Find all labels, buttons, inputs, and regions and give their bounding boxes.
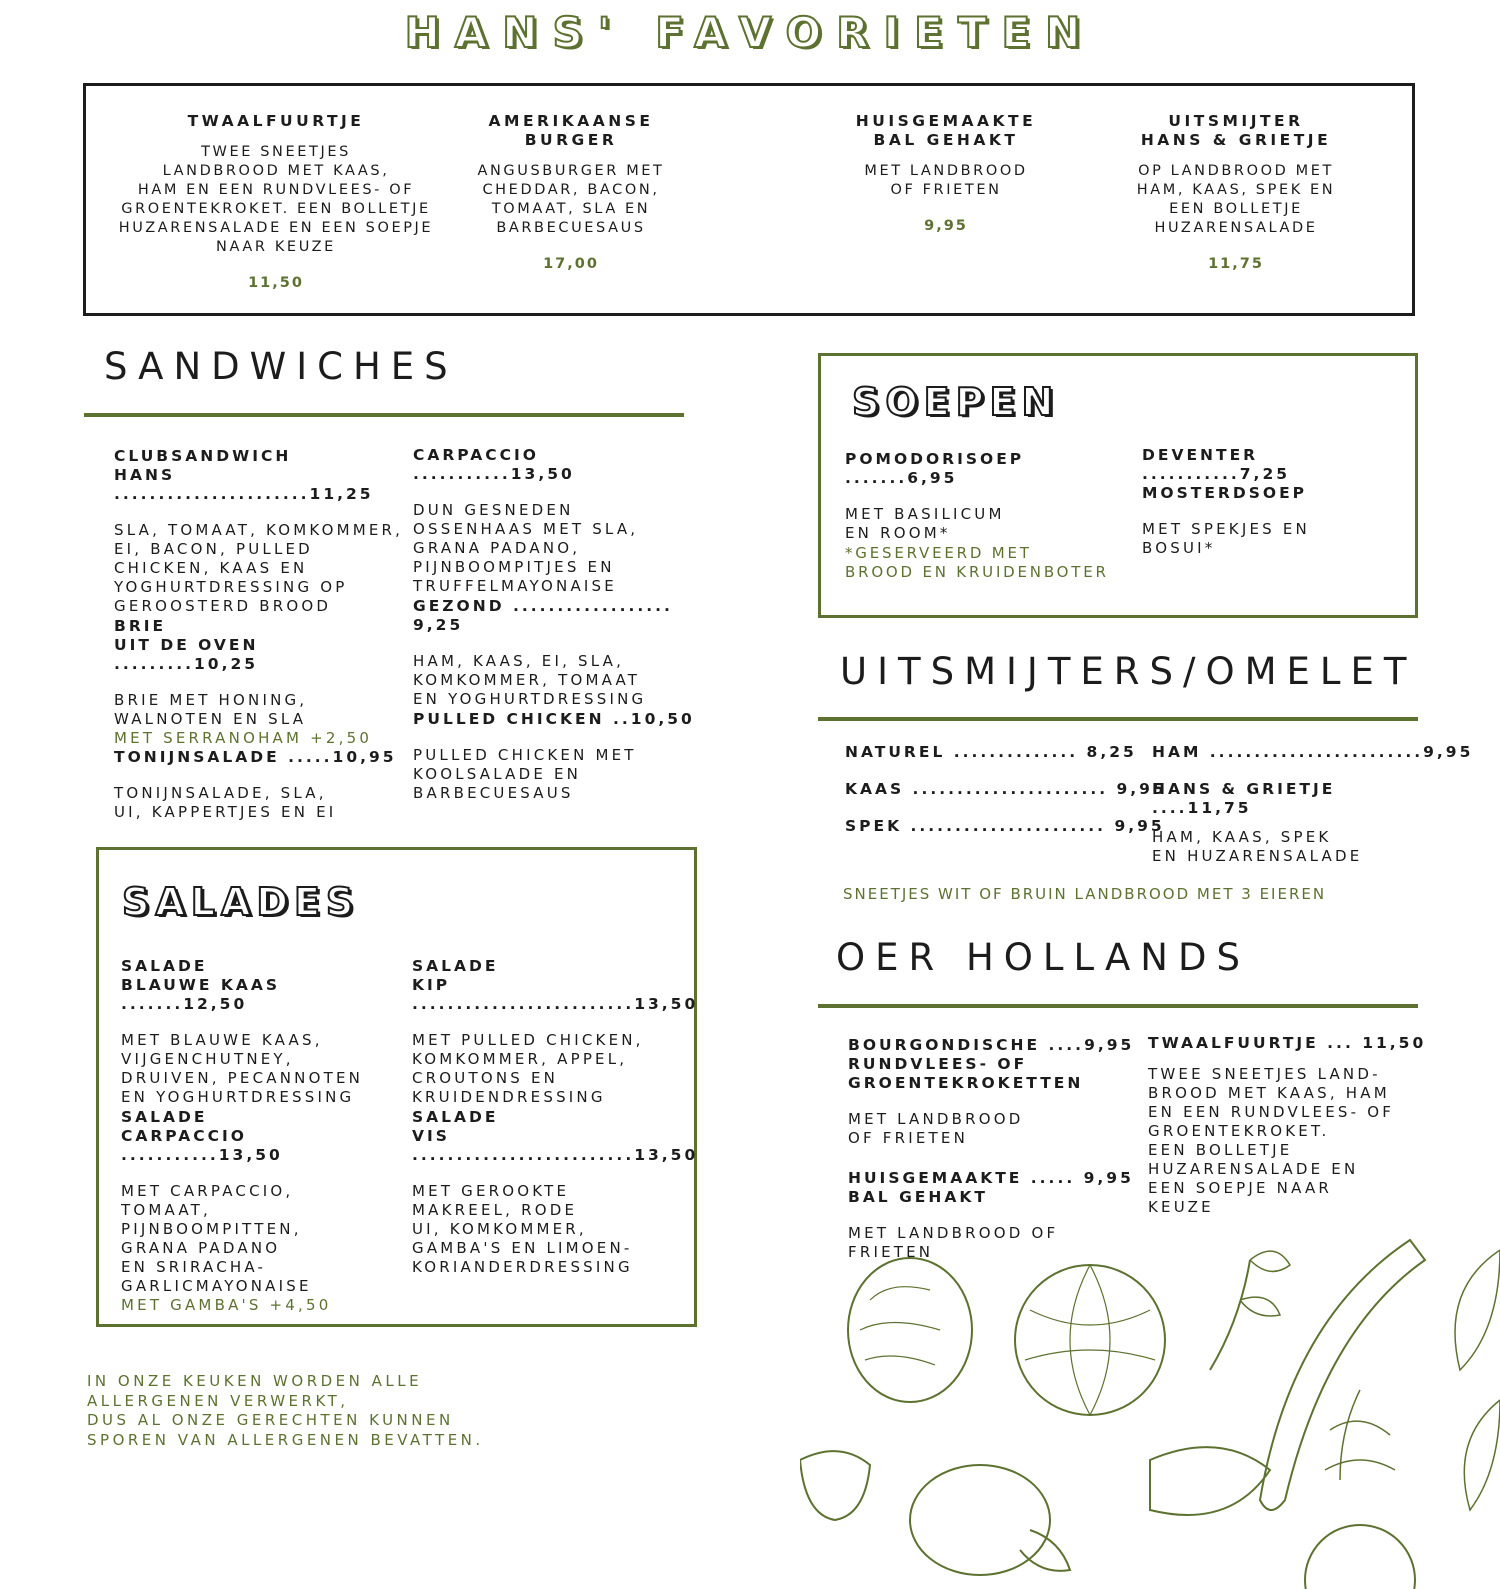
onion-shape bbox=[1015, 1265, 1165, 1415]
item-desc: TONIJNSALADE, SLA, UI, KAPPERTJES EN EI bbox=[114, 784, 337, 821]
sandwiches-title: SANDWICHES bbox=[104, 345, 458, 388]
salad-item bbox=[412, 1108, 699, 1277]
dutch-item bbox=[848, 1036, 1138, 1148]
egg-item-ham: HAM ........................9,95 bbox=[1152, 743, 1474, 761]
item-desc: HAM, KAAS, EI, SLA, KOMKOMMER, TOMAAT EN YOGHURTDRESSING bbox=[413, 652, 647, 708]
item-name: TWAALFUURTJE ... 11,50 bbox=[1148, 1034, 1427, 1052]
item-desc: MET SPEKJES EN BOSUI* bbox=[1142, 520, 1310, 557]
dutch-item bbox=[1148, 1034, 1438, 1217]
page-title: HANS' FAVORIETEN bbox=[404, 8, 1096, 57]
item-desc: PULLED CHICKEN MET KOOLSALADE EN BARBECUESAUS bbox=[413, 746, 637, 802]
favorite-item bbox=[1116, 112, 1356, 272]
favorite-name: UITSMIJTER HANS & GRIETJE bbox=[1140, 112, 1332, 149]
item-desc: MET BLAUWE KAAS, VIJGENCHUTNEY, DRUIVEN, PECANNOTEN EN YOGHURTDRESSING bbox=[121, 1031, 364, 1106]
item-name: TONIJNSALADE .....10,95 bbox=[114, 748, 397, 766]
salad-item bbox=[412, 957, 699, 1107]
item-desc: HAM, KAAS, SPEK EN HUZARENSALADE bbox=[1152, 828, 1363, 865]
item-name: BRIE UIT DE OVEN .........10,25 bbox=[114, 617, 259, 673]
onion-lines bbox=[1025, 1265, 1155, 1415]
item-name: PULLED CHICKEN ..10,50 bbox=[413, 710, 695, 728]
sandwich-item bbox=[114, 617, 404, 748]
item-desc: MET LANDBROOD OF FRIETEN bbox=[848, 1224, 1059, 1261]
potato-shape bbox=[848, 1258, 972, 1402]
item-name: DEVENTER ...........7,25 MOSTERDSOEP bbox=[1142, 446, 1308, 502]
potato-hatch bbox=[860, 1287, 940, 1365]
item-desc: MET GEROOKTE MAKREEL, RODE UI, KOMKOMMER, GAMBA'S EN LIMOEN- KORIANDERDRESSING bbox=[412, 1182, 633, 1276]
parsley-shape bbox=[1325, 1390, 1395, 1480]
salad-item bbox=[121, 1108, 401, 1315]
item-name: SALADE VIS .........................13,50 bbox=[412, 1108, 699, 1164]
item-desc: MET PULLED CHICKEN, KOMKOMMER, APPEL, CROUTONS EN KRUIDENDRESSING bbox=[412, 1031, 644, 1106]
egg-item-hans-grietje bbox=[1152, 780, 1432, 866]
egg-item-kaas: KAAS ...................... 9,95 bbox=[845, 780, 1167, 798]
sandwich-item bbox=[413, 446, 703, 596]
item-desc: BRIE MET HONING, WALNOTEN EN SLA bbox=[114, 691, 308, 728]
oerhollands-rule bbox=[818, 1004, 1418, 1008]
egg-item-naturel: NATUREL .............. 8,25 bbox=[845, 743, 1137, 761]
sandwich-item bbox=[114, 447, 404, 616]
herb-leaf bbox=[1240, 1251, 1290, 1316]
item-desc: MET LANDBROOD OF FRIETEN bbox=[848, 1110, 1024, 1147]
soepen-title: SOEPEN bbox=[852, 380, 1060, 424]
uitsmijters-rule bbox=[818, 717, 1418, 721]
favorite-item bbox=[456, 112, 686, 272]
item-name: CARPACCIO ...........13,50 bbox=[413, 446, 575, 483]
allergen-note: IN ONZE KEUKEN WORDEN ALLE ALLERGENEN VERWERKT, DUS AL ONZE GERECHTEN KUNNEN SPOREN VAN ALLERGENEN BEVATTEN. bbox=[87, 1372, 484, 1449]
leaf-shape bbox=[1455, 1250, 1500, 1510]
favorite-price: 9,95 bbox=[924, 218, 968, 234]
favorite-name: HUISGEMAAKTE BAL GEHAKT bbox=[855, 112, 1037, 149]
soup-note: *GESERVEERD MET BROOD EN KRUIDENBOTER bbox=[845, 544, 1109, 581]
vegetable-illustration bbox=[800, 1230, 1500, 1589]
uitsmijters-title: UITSMIJTERS/OMELET bbox=[840, 650, 1417, 693]
sandwich-item bbox=[413, 597, 703, 709]
item-desc: TWEE SNEETJES LAND- BROOD MET KAAS, HAM EN EEN RUNDVLEES- OF GROENTEKROKET. EEN BOLLETJE HUZARENSALADE EN EEN SOEPJE NAAR KEUZE bbox=[1148, 1065, 1395, 1216]
favorite-item bbox=[106, 112, 446, 291]
item-desc: DUN GESNEDEN OSSENHAAS MET SLA, GRANA PADANO, PIJNBOOMPITJES EN TRUFFELMAYONAISE bbox=[413, 501, 639, 595]
favorite-name: AMERIKAANSE BURGER bbox=[488, 112, 654, 149]
favorite-price: 17,00 bbox=[543, 256, 599, 272]
sandwich-item bbox=[413, 710, 703, 803]
item-extra: MET SERRANOHAM +2,50 bbox=[114, 729, 373, 747]
mushroom-stem bbox=[1020, 1530, 1070, 1571]
sandwich-item bbox=[114, 748, 404, 822]
item-name: SALADE KIP .........................13,50 bbox=[412, 957, 699, 1013]
item-desc: SLA, TOMAAT, KOMKOMMER, EI, BACON, PULLED CHICKEN, KAAS EN YOGHURTDRESSING OP GEROOSTERD BROOD bbox=[114, 521, 404, 615]
favorite-desc: TWEE SNEETJES LANDBROOD MET KAAS, HAM EN EEN RUNDVLEES- OF GROENTEKROKET. EEN BOLLETJE HUZARENSALADE EN EEN SOEPJE NAAR KEUZE bbox=[118, 144, 434, 255]
soup-item bbox=[845, 450, 1125, 543]
soup-item bbox=[1142, 446, 1412, 558]
sandwiches-rule bbox=[84, 413, 684, 417]
eggshell-shape bbox=[800, 1451, 870, 1520]
item-name: SALADE CARPACCIO ...........13,50 bbox=[121, 1108, 283, 1164]
item-extra: MET GAMBA'S +4,50 bbox=[121, 1296, 332, 1314]
item-desc: MET CARPACCIO, TOMAAT, PIJNBOOMPITTEN, GRANA PADANO EN SRIRACHA- GARLICMAYONAISE bbox=[121, 1182, 312, 1295]
item-name: POMODORISOEP .......6,95 bbox=[845, 450, 1025, 487]
egg-item-spek: SPEK ...................... 9,95 bbox=[845, 817, 1165, 835]
tomato-shape bbox=[1305, 1525, 1415, 1589]
item-name: SALADE BLAUWE KAAS .......12,50 bbox=[121, 957, 281, 1013]
item-name: CLUBSANDWICH HANS ......................11,25 bbox=[114, 447, 374, 503]
favorites-box bbox=[83, 83, 1415, 316]
item-desc: MET BASILICUM EN ROOM* bbox=[845, 505, 1005, 542]
herb-stem bbox=[1210, 1260, 1250, 1370]
item-name: HUISGEMAAKTE ..... 9,95 BAL GEHAKT bbox=[848, 1169, 1134, 1206]
favorite-name: TWAALFUURTJE bbox=[187, 112, 365, 130]
salad-item bbox=[121, 957, 401, 1107]
favorite-desc: OP LANDBROOD MET HAM, KAAS, SPEK EN EEN BOLLETJE HUZARENSALADE bbox=[1136, 163, 1336, 236]
favorite-price: 11,50 bbox=[248, 275, 304, 291]
item-name: HANS & GRIETJE ....11,75 bbox=[1152, 780, 1336, 817]
oerhollands-title: OER HOLLANDS bbox=[836, 936, 1250, 979]
favorite-desc: MET LANDBROOD OF FRIETEN bbox=[864, 163, 1028, 198]
uitsmijters-note: SNEETJES WIT OF BRUIN LANDBROOD MET 3 EIEREN bbox=[843, 885, 1327, 903]
item-name: GEZOND .................. 9,25 bbox=[413, 597, 673, 634]
chili-shape bbox=[1260, 1240, 1425, 1510]
favorite-desc: ANGUSBURGER MET CHEDDAR, BACON, TOMAAT, SLA EN BARBECUESAUS bbox=[477, 163, 665, 236]
salades-title: SALADES bbox=[122, 880, 360, 924]
garlic-shape bbox=[1150, 1447, 1270, 1515]
item-name: BOURGONDISCHE ....9,95 RUNDVLEES- OF GROENTEKROKETTEN bbox=[848, 1036, 1135, 1092]
favorite-item bbox=[831, 112, 1061, 234]
favorite-price: 11,75 bbox=[1208, 256, 1264, 272]
